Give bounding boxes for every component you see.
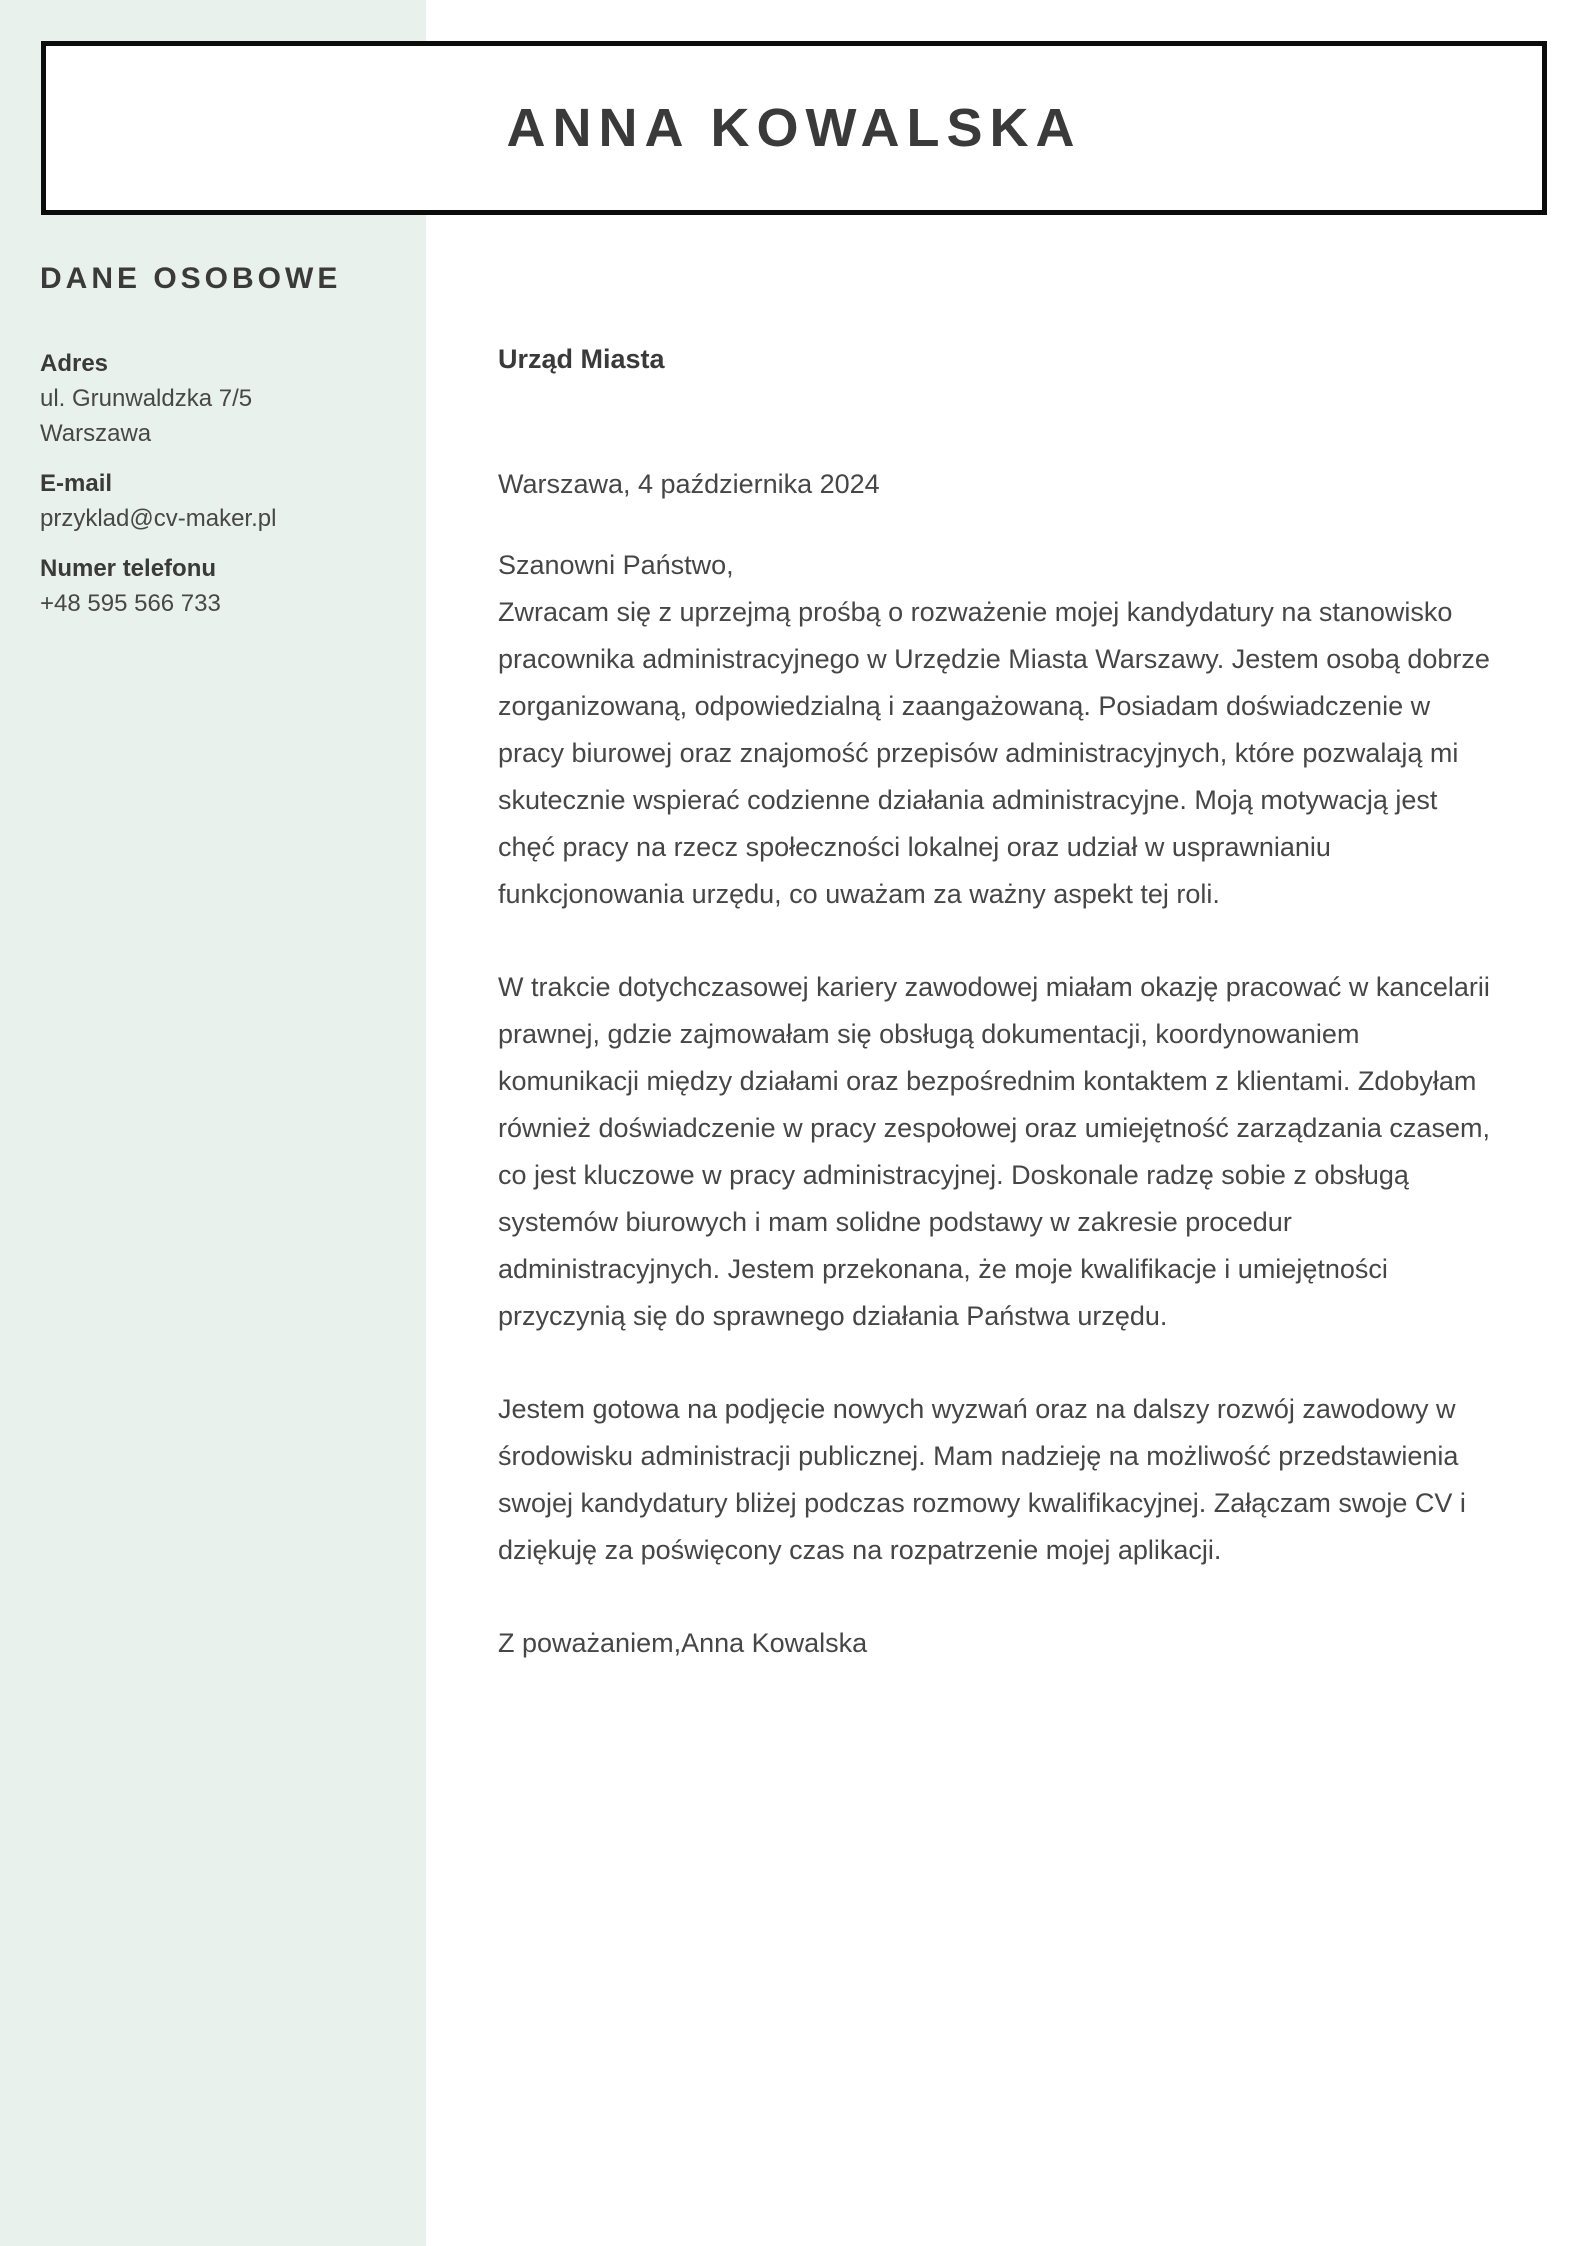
sidebar-title: DANE OSOBOWE — [40, 262, 342, 295]
address-city: Warszawa — [40, 420, 152, 447]
address-street: ul. Grunwaldzka 7/5 — [40, 385, 253, 412]
header-box — [41, 41, 1547, 215]
paragraph-2: W trakcie dotychczasowej kariery zawodowej miałam okazję pracować w kancelarii prawnej, gdzie zajmowałam się obsługą dokumentacji, koordynowaniem komunikacji między działami oraz bezpośrednim kontaktem z klientami. Zdobyłam również doświadczenie w pracy zespołowej oraz umiejętność zarządzania czasem, co jest kluczowe w pracy administracyjnej. Doskonale radzę sobie z obsługą systemów biurowych i mam solidne podstawy w zakresie procedur administracyjnych. Jestem przekonana, że moje kwalifikacje i umiejętności przyczynią się do sprawnego działania Państwa urzędu. — [498, 972, 1490, 1331]
salutation: Szanowni Państwo, — [498, 550, 734, 580]
email-value: przyklad@cv-maker.pl — [40, 505, 277, 532]
contact-group-address — [40, 346, 390, 451]
contact-group-phone — [40, 551, 390, 621]
letter-body — [498, 336, 1493, 1667]
paragraph-3: Jestem gotowa na podjęcie nowych wyzwań oraz na dalszy rozwój zawodowy w środowisku administracji publicznej. Mam nadzieję na możliwość przedstawienia swojej kandydatury bliżej podczas rozmowy kwalifikacyjnej. Załączam swoje CV i dziękuję za poświęcony czas na rozpatrzenie mojej aplikacji. — [498, 1394, 1466, 1565]
address-label: Adres — [40, 350, 109, 377]
email-label: E-mail — [40, 470, 113, 497]
recipient-name: Urząd Miasta — [498, 344, 665, 374]
phone-label: Numer telefonu — [40, 555, 217, 582]
candidate-name: ANNA KOWALSKA — [506, 98, 1082, 158]
contact-group-email — [40, 466, 390, 536]
paragraph-1: Zwracam się z uprzejmą prośbą o rozważenie mojej kandydatury na stanowisko pracownika administracyjnego w Urzędzie Miasta Warszawy. Jestem osobą dobrze zorganizowaną, odpowiedzialną i zaangażowaną. Posiadam doświadczenie w pracy biurowej oraz znajomość przepisów administracyjnych, które pozwalają mi skutecznie wspierać codzienne działania administracyjne. Moją motywacją jest chęć pracy na rzecz społeczności lokalnej oraz udział w usprawnianiu funkcjonowania urzędu, co uważam za ważny aspekt tej roli. — [498, 597, 1490, 909]
closing-signature: Z poważaniem,Anna Kowalska — [498, 1628, 868, 1658]
date-line: Warszawa, 4 października 2024 — [498, 469, 880, 499]
phone-value: +48 595 566 733 — [40, 590, 221, 617]
sidebar — [40, 262, 390, 636]
